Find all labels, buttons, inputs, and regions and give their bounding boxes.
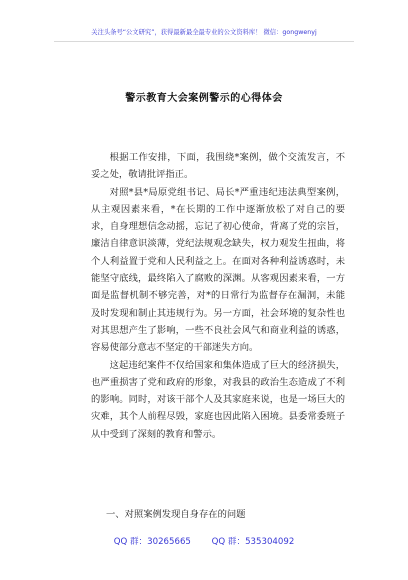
header-promo-note: 关注头条号“公文研究”，获得最新最全最专业的公文资料库！ 微信：gongwenyj xyxy=(91,29,317,36)
header-divider xyxy=(54,41,354,42)
paragraph-impact: 这起违纪案件不仅给国家和集体造成了巨大的经济损失，也严重损害了党和政府的形象，对我县的政治生态造成了不利的影响。同时，对该干部个人及其家庭来说，也是一场巨大的灾难，其个人前程尽毁，家庭也因此陷入困境。县委常委班子从中受到了深刻的教育和警示。 xyxy=(91,359,345,440)
paragraph-analysis: 对照*县*局原党组书记、局长*严重违纪违法典型案例，从主观因素来看，*在长期的工作中逐渐放松了对自己的要求，自身理想信念动摇，忘记了初心使命，背离了党的宗旨，廉洁自律意识淡薄，党纪法规观念缺失，权力观发生扭曲，将个人利益置于党和人民利益之上。在面对各种利益诱惑时，未能坚守底线，最终陷入了腐败的深渊。从客观因素来看，一方面是监督机制不够完善，对*的日常行为监督存在漏洞，未能及时发现和制止其违规行为。另一方面，社会环境的复杂性也对其思想产生了影响，一些不良社会风气和商业利益的诱惑，容易使部分意志不坚定的干部迷失方向。 xyxy=(91,186,345,354)
footer-qq-group-1: QQ 群：30265665 xyxy=(113,537,191,547)
footer-qq-group-2: QQ 群：535304092 xyxy=(211,537,295,547)
footer-contact xyxy=(0,535,408,547)
paragraph-intro: 根据工作安排，下面，我围绕*案例，做个交流发言，不妥之处，敬请批评指正。 xyxy=(91,152,345,181)
document-title: 警示教育大会案例警示的心得体会 xyxy=(125,93,283,104)
document-body xyxy=(91,149,345,443)
section-heading: 一、对照案例发现自身存在的问题 xyxy=(106,509,246,520)
